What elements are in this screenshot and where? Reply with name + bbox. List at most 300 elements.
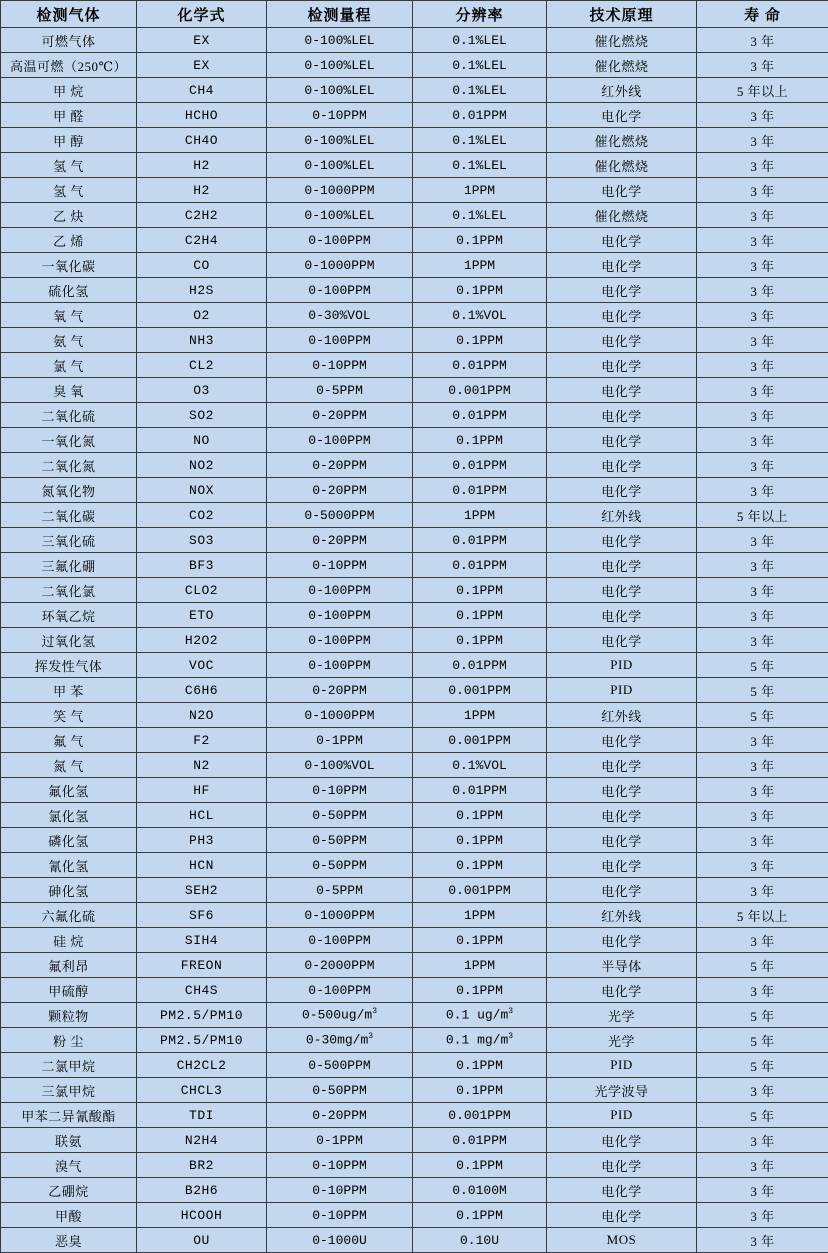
cell-resolution: 0.1%LEL	[413, 128, 547, 153]
cell-resolution: 0.001PPM	[413, 1103, 547, 1128]
cell-resolution: 0.1%VOL	[413, 303, 547, 328]
cell-gas-name: 挥发性气体	[1, 653, 137, 678]
cell-range: 0-2000PPM	[267, 953, 413, 978]
table-row	[1, 178, 828, 203]
table-row	[1, 903, 828, 928]
cell-gas-name: 溴气	[1, 1153, 137, 1178]
cell-resolution: 0.01PPM	[413, 403, 547, 428]
cell-resolution: 0.01PPM	[413, 478, 547, 503]
cell-formula: FREON	[137, 953, 267, 978]
cell-gas-name: 三氯甲烷	[1, 1078, 137, 1103]
cell-gas-name: 二氧化碳	[1, 503, 137, 528]
cell-lifetime: 5 年以上	[697, 903, 828, 928]
cell-technology: 电化学	[547, 303, 697, 328]
cell-technology: 光学波导	[547, 1078, 697, 1103]
cell-resolution: 0.1PPM	[413, 828, 547, 853]
cell-gas-name: 氮氧化物	[1, 478, 137, 503]
cell-formula: SIH4	[137, 928, 267, 953]
cell-formula: HCN	[137, 853, 267, 878]
cell-technology: 电化学	[547, 778, 697, 803]
cell-lifetime: 5 年	[697, 1053, 828, 1078]
cell-lifetime: 3 年	[697, 303, 828, 328]
cell-lifetime: 3 年	[697, 803, 828, 828]
cell-formula: CHCL3	[137, 1078, 267, 1103]
table-row	[1, 103, 828, 128]
cell-gas-name: 过氧化氢	[1, 628, 137, 653]
cell-technology: 电化学	[547, 103, 697, 128]
cell-technology: 红外线	[547, 503, 697, 528]
table-row	[1, 928, 828, 953]
cell-gas-name: 三氧化硫	[1, 528, 137, 553]
cell-range: 0-100PPM	[267, 928, 413, 953]
cell-technology: 红外线	[547, 78, 697, 103]
cell-resolution: 0.001PPM	[413, 728, 547, 753]
cell-lifetime: 3 年	[697, 478, 828, 503]
cell-resolution: 0.1 $mg/m^3$	[413, 1028, 547, 1053]
cell-range: 0-100PPM	[267, 978, 413, 1003]
cell-lifetime: 3 年	[697, 253, 828, 278]
cell-technology: 电化学	[547, 1128, 697, 1153]
cell-resolution: 0.1PPM	[413, 928, 547, 953]
cell-resolution: 0.1PPM	[413, 803, 547, 828]
cell-lifetime: 5 年以上	[697, 503, 828, 528]
cell-range: 0-20PPM	[267, 1103, 413, 1128]
cell-lifetime: 3 年	[697, 428, 828, 453]
cell-formula: HCHO	[137, 103, 267, 128]
cell-gas-name: 可燃气体	[1, 28, 137, 53]
cell-gas-name: 笑 气	[1, 703, 137, 728]
table-row	[1, 228, 828, 253]
cell-range: 0-1PPM	[267, 1128, 413, 1153]
cell-formula: F2	[137, 728, 267, 753]
cell-lifetime: 3 年	[697, 228, 828, 253]
cell-gas-name: 甲苯二异氰酸酯	[1, 1103, 137, 1128]
cell-technology: 电化学	[547, 578, 697, 603]
table-row	[1, 1028, 828, 1053]
cell-resolution: 0.001PPM	[413, 878, 547, 903]
cell-technology: 光学	[547, 1028, 697, 1053]
table-row	[1, 653, 828, 678]
cell-resolution: 0.1PPM	[413, 628, 547, 653]
cell-formula: NO2	[137, 453, 267, 478]
cell-gas-name: 乙 烯	[1, 228, 137, 253]
cell-gas-name: 氯化氢	[1, 803, 137, 828]
table-row	[1, 728, 828, 753]
cell-lifetime: 3 年	[697, 753, 828, 778]
table-row	[1, 503, 828, 528]
cell-gas-name: 甲 醛	[1, 103, 137, 128]
cell-formula: SO3	[137, 528, 267, 553]
cell-resolution: 0.1PPM	[413, 1078, 547, 1103]
cell-resolution: 0.0100M	[413, 1178, 547, 1203]
cell-range: 0-20PPM	[267, 478, 413, 503]
cell-resolution: 1PPM	[413, 503, 547, 528]
cell-resolution: 1PPM	[413, 903, 547, 928]
cell-gas-name: 氢 气	[1, 178, 137, 203]
cell-range: 0-100PPM	[267, 278, 413, 303]
table-row	[1, 778, 828, 803]
cell-formula: BR2	[137, 1153, 267, 1178]
cell-range: 0-100PPM	[267, 603, 413, 628]
cell-technology: 催化燃烧	[547, 53, 697, 78]
cell-formula: HCL	[137, 803, 267, 828]
cell-resolution: 0.01PPM	[413, 103, 547, 128]
cell-resolution: 1PPM	[413, 703, 547, 728]
table-row	[1, 703, 828, 728]
cell-lifetime: 3 年	[697, 728, 828, 753]
cell-technology: 电化学	[547, 328, 697, 353]
cell-gas-name: 氰化氢	[1, 853, 137, 878]
cell-technology: 电化学	[547, 1178, 697, 1203]
cell-technology: 电化学	[547, 478, 697, 503]
cell-range: 0-100%LEL	[267, 153, 413, 178]
cell-formula: NOX	[137, 478, 267, 503]
cell-lifetime: 3 年	[697, 453, 828, 478]
cell-range: 0-100%LEL	[267, 128, 413, 153]
cell-lifetime: 3 年	[697, 1078, 828, 1103]
cell-formula: H2O2	[137, 628, 267, 653]
table-row	[1, 478, 828, 503]
cell-range: 0-5PPM	[267, 878, 413, 903]
cell-resolution: 0.01PPM	[413, 353, 547, 378]
cell-resolution: 0.1 $ug/m^3$	[413, 1003, 547, 1028]
cell-range: 0-100%VOL	[267, 753, 413, 778]
cell-technology: PID	[547, 678, 697, 703]
cell-gas-name: 氧 气	[1, 303, 137, 328]
cell-lifetime: 5 年	[697, 953, 828, 978]
cell-lifetime: 5 年以上	[697, 78, 828, 103]
cell-technology: 催化燃烧	[547, 128, 697, 153]
cell-technology: 催化燃烧	[547, 153, 697, 178]
cell-formula: EX	[137, 28, 267, 53]
cell-range: 0-20PPM	[267, 678, 413, 703]
table-row	[1, 203, 828, 228]
cell-formula: PH3	[137, 828, 267, 853]
column-header-resolution: 分辨率	[413, 1, 547, 28]
cell-technology: 电化学	[547, 753, 697, 778]
cell-technology: 电化学	[547, 1203, 697, 1228]
cell-gas-name: 硫化氢	[1, 278, 137, 303]
table-row	[1, 453, 828, 478]
cell-lifetime: 3 年	[697, 778, 828, 803]
table-row	[1, 553, 828, 578]
table-row	[1, 1078, 828, 1103]
cell-technology: 催化燃烧	[547, 28, 697, 53]
cell-technology: 红外线	[547, 903, 697, 928]
cell-range: $0-30mg/m^3$	[267, 1028, 413, 1053]
cell-range: 0-5PPM	[267, 378, 413, 403]
cell-technology: 电化学	[547, 553, 697, 578]
cell-gas-name: 甲酸	[1, 1203, 137, 1228]
cell-range: 0-1000PPM	[267, 253, 413, 278]
cell-gas-name: 甲硫醇	[1, 978, 137, 1003]
cell-range: 0-10PPM	[267, 353, 413, 378]
cell-range: 0-100PPM	[267, 628, 413, 653]
cell-technology: PID	[547, 1103, 697, 1128]
cell-resolution: 0.1%LEL	[413, 203, 547, 228]
table-row	[1, 28, 828, 53]
table-row	[1, 528, 828, 553]
cell-formula: O3	[137, 378, 267, 403]
table-row	[1, 153, 828, 178]
cell-formula: H2S	[137, 278, 267, 303]
cell-formula: CLO2	[137, 578, 267, 603]
cell-lifetime: 3 年	[697, 278, 828, 303]
cell-lifetime: 3 年	[697, 128, 828, 153]
cell-lifetime: 5 年	[697, 653, 828, 678]
cell-resolution: 0.1%LEL	[413, 153, 547, 178]
cell-technology: PID	[547, 1053, 697, 1078]
cell-gas-name: 恶臭	[1, 1228, 137, 1253]
cell-gas-name: 一氧化氮	[1, 428, 137, 453]
cell-range: 0-100%LEL	[267, 53, 413, 78]
cell-range: 0-1000PPM	[267, 178, 413, 203]
cell-technology: 电化学	[547, 253, 697, 278]
cell-lifetime: 3 年	[697, 928, 828, 953]
table-row	[1, 628, 828, 653]
cell-resolution: 0.1PPM	[413, 1203, 547, 1228]
cell-formula: N2	[137, 753, 267, 778]
cell-range: 0-50PPM	[267, 853, 413, 878]
column-header-lifetime: 寿 命	[697, 1, 828, 28]
cell-range: 0-50PPM	[267, 1078, 413, 1103]
cell-formula: CL2	[137, 353, 267, 378]
cell-range: 0-500PPM	[267, 1053, 413, 1078]
cell-technology: 电化学	[547, 528, 697, 553]
table-row	[1, 353, 828, 378]
column-header-gas-name: 检测气体	[1, 1, 137, 28]
cell-technology: 电化学	[547, 803, 697, 828]
cell-formula: NH3	[137, 328, 267, 353]
table-row	[1, 603, 828, 628]
table-row	[1, 78, 828, 103]
cell-range: 0-20PPM	[267, 453, 413, 478]
table-row	[1, 1003, 828, 1028]
cell-gas-name: 三氟化硼	[1, 553, 137, 578]
cell-lifetime: 3 年	[697, 103, 828, 128]
cell-gas-name: 颗粒物	[1, 1003, 137, 1028]
cell-lifetime: 3 年	[697, 628, 828, 653]
cell-formula: SO2	[137, 403, 267, 428]
cell-formula: HF	[137, 778, 267, 803]
cell-gas-name: 乙硼烷	[1, 1178, 137, 1203]
cell-formula: SEH2	[137, 878, 267, 903]
cell-range: 0-100PPM	[267, 578, 413, 603]
cell-formula: O2	[137, 303, 267, 328]
cell-resolution: 0.001PPM	[413, 678, 547, 703]
cell-range: 0-100PPM	[267, 653, 413, 678]
cell-resolution: 0.1%LEL	[413, 78, 547, 103]
cell-technology: 电化学	[547, 928, 697, 953]
cell-formula: B2H6	[137, 1178, 267, 1203]
table-row	[1, 1178, 828, 1203]
cell-formula: VOC	[137, 653, 267, 678]
cell-technology: 电化学	[547, 978, 697, 1003]
cell-lifetime: 3 年	[697, 553, 828, 578]
cell-lifetime: 3 年	[697, 978, 828, 1003]
cell-range: 0-5000PPM	[267, 503, 413, 528]
cell-gas-name: 联氨	[1, 1128, 137, 1153]
table-row	[1, 1228, 828, 1253]
cell-formula: PM2.5/PM10	[137, 1003, 267, 1028]
cell-gas-name: 甲 醇	[1, 128, 137, 153]
table-row	[1, 953, 828, 978]
cell-gas-name: 氟利昂	[1, 953, 137, 978]
cell-lifetime: 5 年	[697, 1103, 828, 1128]
cell-lifetime: 3 年	[697, 403, 828, 428]
cell-gas-name: 氮 气	[1, 753, 137, 778]
table-row	[1, 828, 828, 853]
cell-gas-name: 氟化氢	[1, 778, 137, 803]
cell-formula: N2O	[137, 703, 267, 728]
cell-technology: 催化燃烧	[547, 203, 697, 228]
cell-gas-name: 环氧乙烷	[1, 603, 137, 628]
column-header-formula: 化学式	[137, 1, 267, 28]
cell-resolution: 1PPM	[413, 253, 547, 278]
cell-lifetime: 3 年	[697, 178, 828, 203]
table-row	[1, 1153, 828, 1178]
table-row	[1, 303, 828, 328]
cell-lifetime: 3 年	[697, 878, 828, 903]
cell-lifetime: 3 年	[697, 1153, 828, 1178]
cell-range: 0-10PPM	[267, 1153, 413, 1178]
table-header-row	[1, 1, 828, 28]
cell-gas-name: 氢 气	[1, 153, 137, 178]
cell-range: 0-10PPM	[267, 778, 413, 803]
cell-range: 0-1000U	[267, 1228, 413, 1253]
cell-gas-name: 高温可燃（250℃）	[1, 53, 137, 78]
cell-formula: BF3	[137, 553, 267, 578]
cell-technology: PID	[547, 653, 697, 678]
cell-range: 0-10PPM	[267, 103, 413, 128]
cell-lifetime: 3 年	[697, 353, 828, 378]
cell-range: 0-20PPM	[267, 403, 413, 428]
cell-resolution: 0.01PPM	[413, 528, 547, 553]
cell-lifetime: 3 年	[697, 528, 828, 553]
cell-gas-name: 砷化氢	[1, 878, 137, 903]
cell-formula: C2H4	[137, 228, 267, 253]
cell-resolution: 0.1PPM	[413, 603, 547, 628]
cell-resolution: 0.1PPM	[413, 328, 547, 353]
cell-range: $0-500ug/m^3$	[267, 1003, 413, 1028]
cell-range: 0-100PPM	[267, 428, 413, 453]
cell-formula: SF6	[137, 903, 267, 928]
cell-technology: 电化学	[547, 178, 697, 203]
cell-resolution: 0.01PPM	[413, 453, 547, 478]
table-row	[1, 803, 828, 828]
cell-lifetime: 3 年	[697, 1128, 828, 1153]
cell-range: 0-30%VOL	[267, 303, 413, 328]
column-header-range: 检测量程	[267, 1, 413, 28]
cell-technology: 电化学	[547, 603, 697, 628]
cell-range: 0-50PPM	[267, 803, 413, 828]
cell-technology: 电化学	[547, 403, 697, 428]
cell-resolution: 0.01PPM	[413, 1128, 547, 1153]
cell-formula: CO2	[137, 503, 267, 528]
cell-resolution: 0.01PPM	[413, 778, 547, 803]
cell-formula: EX	[137, 53, 267, 78]
cell-gas-name: 氟 气	[1, 728, 137, 753]
cell-formula: ETO	[137, 603, 267, 628]
cell-range: 0-10PPM	[267, 1178, 413, 1203]
table-row	[1, 853, 828, 878]
table-header	[1, 1, 828, 28]
cell-range: 0-10PPM	[267, 1203, 413, 1228]
cell-resolution: 0.1PPM	[413, 978, 547, 1003]
table-row	[1, 278, 828, 303]
cell-lifetime: 3 年	[697, 1228, 828, 1253]
cell-range: 0-100PPM	[267, 228, 413, 253]
cell-lifetime: 3 年	[697, 53, 828, 78]
cell-technology: 电化学	[547, 1153, 697, 1178]
cell-formula: C6H6	[137, 678, 267, 703]
cell-lifetime: 3 年	[697, 203, 828, 228]
cell-formula: CH4S	[137, 978, 267, 1003]
cell-lifetime: 5 年	[697, 1003, 828, 1028]
cell-technology: 光学	[547, 1003, 697, 1028]
cell-formula: H2	[137, 178, 267, 203]
cell-technology: 红外线	[547, 703, 697, 728]
cell-gas-name: 硅 烷	[1, 928, 137, 953]
cell-resolution: 0.1PPM	[413, 278, 547, 303]
cell-resolution: 0.1%LEL	[413, 28, 547, 53]
cell-gas-name: 磷化氢	[1, 828, 137, 853]
cell-technology: 电化学	[547, 728, 697, 753]
cell-range: 0-50PPM	[267, 828, 413, 853]
cell-resolution: 0.1%VOL	[413, 753, 547, 778]
table-row	[1, 428, 828, 453]
table-body	[1, 28, 828, 1253]
cell-resolution: 0.1PPM	[413, 428, 547, 453]
cell-gas-name: 一氧化碳	[1, 253, 137, 278]
table-row	[1, 1103, 828, 1128]
table-row	[1, 403, 828, 428]
table-row	[1, 678, 828, 703]
table-row	[1, 128, 828, 153]
cell-formula: H2	[137, 153, 267, 178]
cell-gas-name: 氯 气	[1, 353, 137, 378]
cell-gas-name: 粉 尘	[1, 1028, 137, 1053]
cell-resolution: 0.1PPM	[413, 853, 547, 878]
table-row	[1, 578, 828, 603]
cell-formula: TDI	[137, 1103, 267, 1128]
cell-technology: 电化学	[547, 278, 697, 303]
cell-gas-name: 二氯甲烷	[1, 1053, 137, 1078]
cell-range: 0-100%LEL	[267, 28, 413, 53]
cell-gas-name: 臭 氧	[1, 378, 137, 403]
cell-technology: 半导体	[547, 953, 697, 978]
cell-gas-name: 氨 气	[1, 328, 137, 353]
cell-lifetime: 5 年	[697, 703, 828, 728]
table-row	[1, 1203, 828, 1228]
cell-lifetime: 5 年	[697, 678, 828, 703]
column-header-technology: 技术原理	[547, 1, 697, 28]
cell-formula: CH2CL2	[137, 1053, 267, 1078]
cell-technology: 电化学	[547, 453, 697, 478]
cell-lifetime: 3 年	[697, 328, 828, 353]
cell-lifetime: 5 年	[697, 1028, 828, 1053]
cell-formula: HCOOH	[137, 1203, 267, 1228]
cell-lifetime: 3 年	[697, 853, 828, 878]
table-row	[1, 253, 828, 278]
cell-lifetime: 3 年	[697, 603, 828, 628]
cell-resolution: 0.10U	[413, 1228, 547, 1253]
cell-formula: CH4	[137, 78, 267, 103]
cell-lifetime: 3 年	[697, 578, 828, 603]
table-row	[1, 753, 828, 778]
table-row	[1, 378, 828, 403]
cell-range: 0-1000PPM	[267, 903, 413, 928]
